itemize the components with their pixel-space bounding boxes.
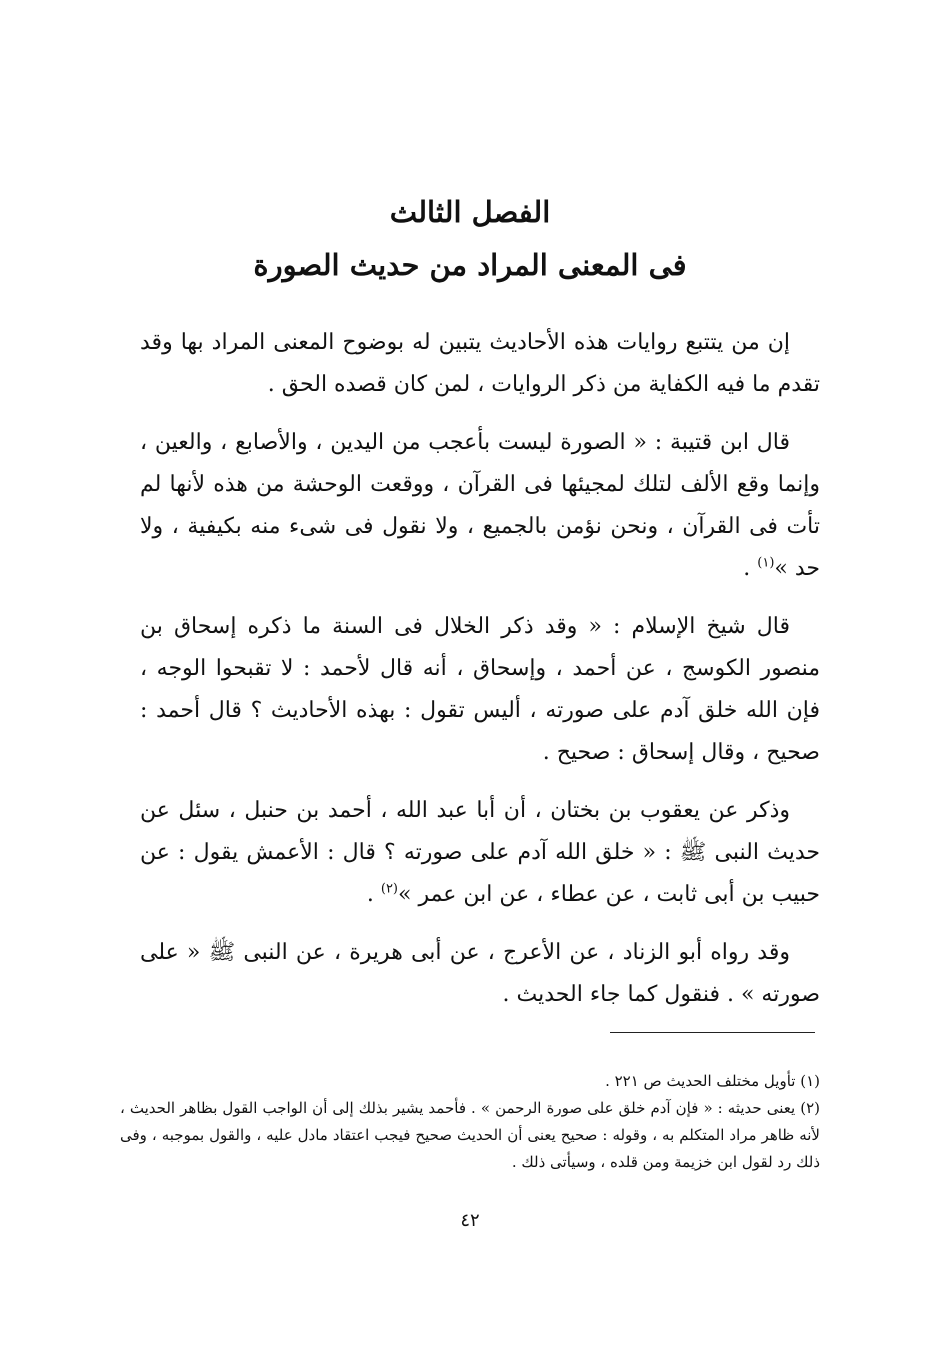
paragraph-text: وقد رواه أبو الزناد ، عن الأعرج ، عن أبى هريرة ، عن النبى ﷺ « على صورته » . فنقول كما جاء الحديث . <box>140 940 820 1007</box>
chapter-heading <box>120 190 820 288</box>
paragraph-tail: . <box>743 556 758 581</box>
page-number: ٤٢ <box>460 1210 480 1231</box>
paragraph-tail: . <box>366 882 381 907</box>
footnotes <box>120 1068 820 1176</box>
footnote: (١) تأويل مختلف الحديث ص ٢٢١ . <box>605 1072 820 1090</box>
paragraph <box>140 422 820 590</box>
paragraph-text: قال ابن قتيبة : « الصورة ليست بأعجب من اليدين ، والأصابع ، والعين ، وإنما وقع الألف لتلك لمجيئها فى القرآن ، ووقعت الوحشة من هذه لأنها لم تأت فى القرآن ، ونحن نؤمن بالجميع ، ولا نقول فى شىء منه بكيفية ، ولا حد » <box>140 430 820 581</box>
footnote-divider <box>610 1032 815 1033</box>
paragraph-text: وذكر عن يعقوب بن بختان ، أن أبا عبد الله ، أحمد بن حنبل ، سئل عن حديث النبى ﷺ : « خلق الله آدم على صورته ؟ قال : الأعمش يقول : عن حبيب بن أبى ثابت ، عن عطاء ، عن ابن عمر » <box>140 798 820 907</box>
footnote-reference: (٢) <box>380 881 398 897</box>
paragraph <box>140 606 820 774</box>
chapter-title: الفصل الثالث <box>389 195 551 229</box>
paragraph-text: إن من يتتبع روايات هذه الأحاديث يتبين له بوضوح المعنى المراد بها وقد تقدم ما فيه الكفاية من ذكر الروايات ، لمن كان قصده الحق . <box>140 330 820 397</box>
paragraph-text: قال شيخ الإسلام : « وقد ذكر الخلال فى السنة ما ذكره إسحاق بن منصور الكوسج ، عن أحمد ، وإسحاق ، أنه قال لأحمد : لا تقبحوا الوجه ، فإن الله خلق آدم على صورته ، أليس تقول : بهذه الأحاديث ؟ قال أحمد : صحيح ، وقال إسحاق : صحيح . <box>140 614 820 765</box>
paragraph <box>140 932 820 1016</box>
paragraph <box>140 322 820 406</box>
footnote-reference: (١) <box>757 555 775 571</box>
main-text <box>140 322 820 1032</box>
chapter-subtitle: فى المعنى المراد من حديث الصورة <box>253 248 687 282</box>
paragraph <box>140 790 820 916</box>
footnote: (٢) يعنى حديثه : « فإن آدم خلق على صورة الرحمن » . فأحمد يشير بذلك إلى أن الواجب القول بظاهر الحديث ، لأنه ظاهر مراد المتكلم به ، وقوله : صحيح يعنى أن الحديث صحيح فيجب اعتقاد مادل عليه ، والقول بموجبه ، وفى ذلك رد لقول ابن خزيمة ومن قلده ، وسيأتى ذلك . <box>120 1099 820 1171</box>
